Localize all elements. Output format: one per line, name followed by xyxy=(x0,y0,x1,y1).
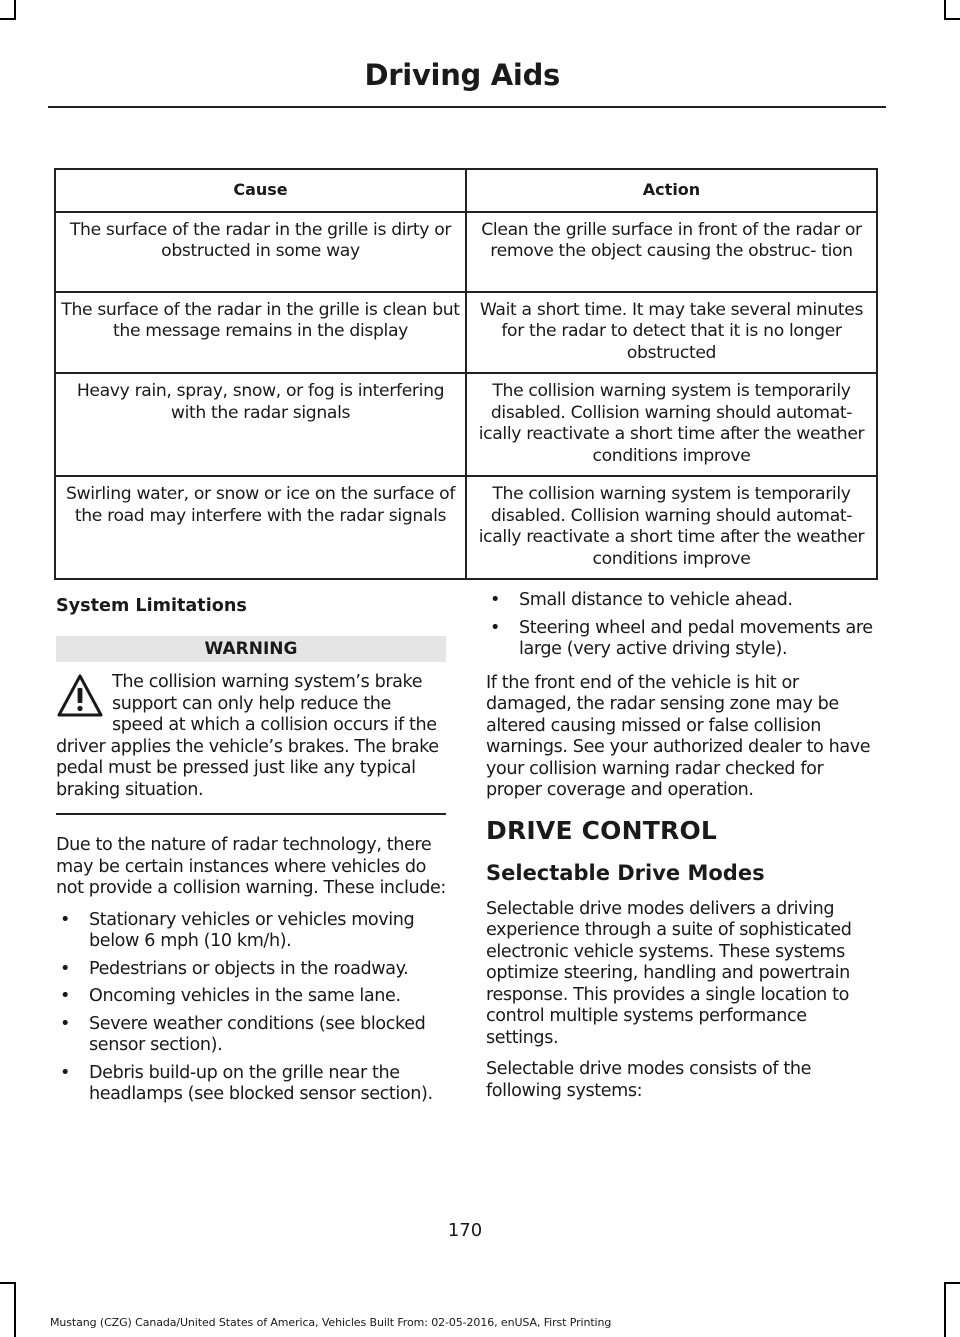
limitations-list-continued xyxy=(486,590,880,661)
limitations-list xyxy=(56,910,446,1106)
action-cell: The collision warning system is temporarily disabled. Collision warning should automat- ically reactivate a short time after the weather conditions improve xyxy=(466,373,877,476)
left-column xyxy=(56,596,446,1118)
list-item: • Severe weather conditions (see blocked sensor section). xyxy=(56,1014,446,1057)
action-cell: The collision warning system is temporarily disabled. Collision warning should automat- ically reactivate a short time after the weather conditions improve xyxy=(466,476,877,579)
warning-rule xyxy=(56,813,446,815)
warning-box xyxy=(56,672,446,801)
column-header-action: Action xyxy=(466,169,877,212)
radar-damage-paragraph: If the front end of the vehicle is hit or damaged, the radar sensing zone may be altered causing missed or false collision warnings. See your authorized dealer to have your collision warning radar checked for proper coverage and operation. xyxy=(486,672,871,800)
warning-triangle-icon xyxy=(56,673,104,719)
table-row xyxy=(55,212,877,292)
table-row xyxy=(55,373,877,476)
selectable-drive-modes-heading: Selectable Drive Modes xyxy=(486,860,765,885)
crop-mark xyxy=(944,1282,946,1337)
cause-cell: Swirling water, or snow or ice on the surface of the road may interfere with the radar signals xyxy=(55,476,466,579)
crop-mark xyxy=(944,18,960,20)
crop-mark xyxy=(944,1282,960,1284)
crop-mark xyxy=(14,0,16,20)
table-header-row xyxy=(55,169,877,212)
drive-modes-paragraph: Selectable drive modes delivers a driving experience through a suite of sophisticated electronic vehicle systems. These systems optimize steering, handling and powertrain response. This provides a single location to control multiple systems performance settings. xyxy=(486,898,852,1048)
table-row xyxy=(55,476,877,579)
action-cell: Clean the grille surface in front of the radar or remove the object causing the obstruc- tion xyxy=(466,212,877,292)
cause-cell: The surface of the radar in the grille is dirty or obstructed in some way xyxy=(55,212,466,292)
action-cell: Wait a short time. It may take several minutes for the radar to detect that it is no longer obstructed xyxy=(466,292,877,374)
page-title: Driving Aids xyxy=(364,58,560,92)
table-row xyxy=(55,292,877,374)
footer-text: Mustang (CZG) Canada/United States of America, Vehicles Built From: 02-05-2016, enUSA, First Printing xyxy=(50,1316,612,1329)
list-item: • Stationary vehicles or vehicles moving below 6 mph (10 km/h). xyxy=(56,910,446,953)
cause-action-table xyxy=(54,168,878,580)
page-number: 170 xyxy=(447,1220,483,1241)
list-item: • Pedestrians or objects in the roadway. xyxy=(56,959,446,981)
right-column xyxy=(486,590,880,1112)
crop-mark xyxy=(0,1282,16,1284)
warning-label: WARNING xyxy=(56,636,446,662)
list-item: • Steering wheel and pedal movements are large (very active driving style). xyxy=(486,618,880,661)
system-limitations-heading: System Limitations xyxy=(56,596,247,616)
list-item: • Oncoming vehicles in the same lane. xyxy=(56,986,446,1008)
list-item: • Small distance to vehicle ahead. xyxy=(486,590,880,612)
drive-control-heading: DRIVE CONTROL xyxy=(486,815,718,845)
cause-cell: The surface of the radar in the grille is clean but the message remains in the display xyxy=(55,292,466,374)
cause-cell: Heavy rain, spray, snow, or fog is interfering with the radar signals xyxy=(55,373,466,476)
header-rule xyxy=(48,106,886,108)
warning-text: The collision warning system’s brake support can only help reduce the speed at which a collision occurs if the driver applies the vehicle’s brakes. The brake pedal must be pressed just like any typical braking situation. xyxy=(56,672,439,800)
drive-modes-systems-paragraph: Selectable drive modes consists of the following systems: xyxy=(486,1059,811,1101)
crop-mark xyxy=(0,18,16,20)
intro-paragraph: Due to the nature of radar technology, there may be certain instances where vehicles do not provide a collision warning. These include: xyxy=(56,835,446,898)
crop-mark xyxy=(944,0,946,20)
column-header-cause: Cause xyxy=(55,169,466,212)
crop-mark xyxy=(14,1282,16,1337)
list-item: • Debris build-up on the grille near the headlamps (see blocked sensor section). xyxy=(56,1063,446,1106)
